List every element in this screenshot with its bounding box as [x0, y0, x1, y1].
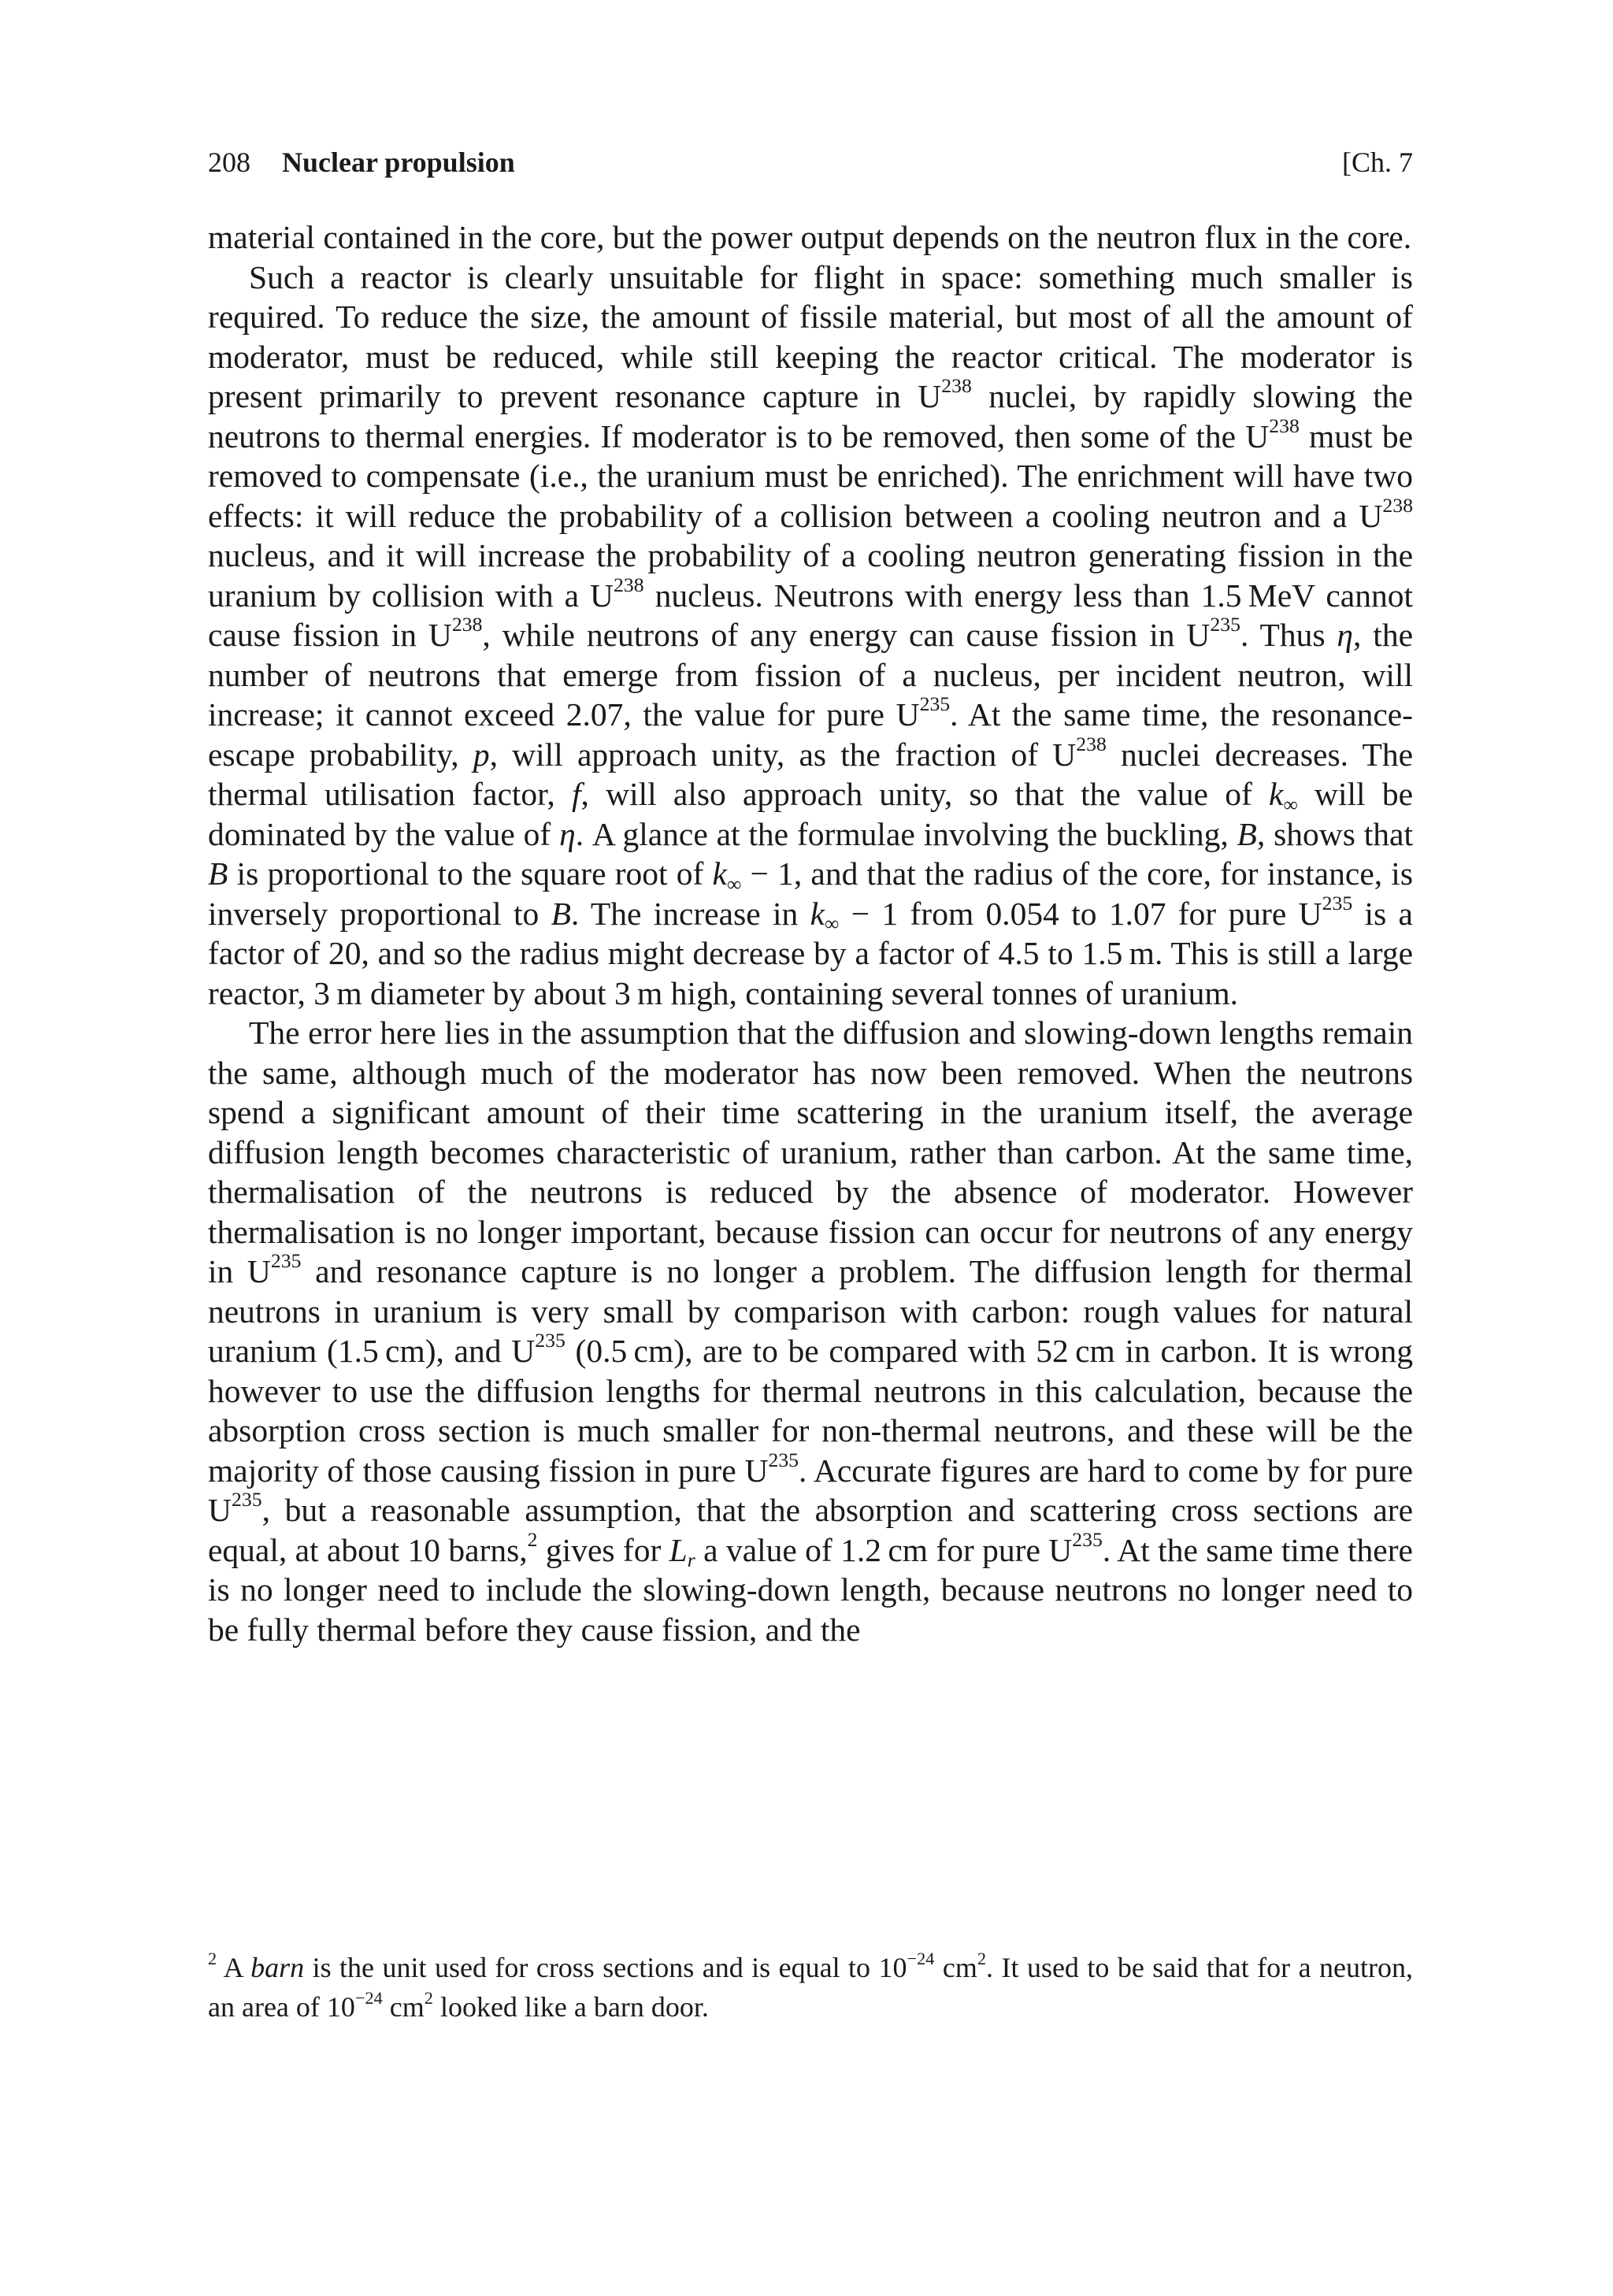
math-subscript: r — [687, 1549, 695, 1572]
footnote-number: 2 — [208, 1948, 217, 1968]
math-symbol: B — [208, 855, 228, 892]
text-run: , will approach unity, as the fraction of U — [489, 736, 1077, 773]
text-run: . Thus — [1240, 617, 1337, 653]
paragraph-3 — [208, 1013, 1413, 1649]
exponent: −24 — [354, 1987, 383, 2008]
text-run: . The increase in — [570, 895, 810, 932]
text-run: , will also approach unity, so that the value of — [580, 776, 1270, 812]
text-run: material contained in the core, but the power output depends on the neutron flux in the core. — [208, 219, 1412, 255]
text-run: − 1 from 0.054 to 1.07 for pure U — [839, 895, 1322, 932]
text-run: gives for — [537, 1531, 669, 1568]
isotope-superscript: 238 — [1269, 414, 1300, 437]
math-symbol: B — [551, 895, 571, 932]
text-run: A — [217, 1952, 251, 1983]
paragraph-1 — [208, 217, 1413, 258]
text-run: The error here lies in the assumption that the diffusion and slowing-down lengths remain the same, although much of the moderator has now been removed. When the neutrons spend a significant amount of their time scattering in the uranium itself, the average diffusion length becomes characteristic of uranium, rather than carbon. At the same time, thermalisation of the neutrons is reduced by the absence of moderator. However thermalisation is no longer important, because fission can occur for neutrons of any energy in U — [208, 1014, 1413, 1289]
footnotes — [208, 1948, 1413, 2027]
chapter-reference: [Ch. 7 — [1342, 147, 1413, 178]
math-symbol: L — [669, 1531, 688, 1568]
text-run: a value of 1.2 cm for pure U — [695, 1531, 1073, 1568]
text-run: nucleus. Neutrons with energy less than 1.5 MeV cannot cause fission in U — [208, 577, 1413, 653]
running-header — [208, 143, 1413, 181]
text-run: must be removed to compensate (i.e., the uranium must be enriched). The enrichment will have two effects: it will reduce the probability of a collision between a cooling neutron and a U — [208, 417, 1413, 534]
text-run: , while neutrons of any energy can cause fission in U — [482, 617, 1211, 653]
isotope-superscript: 238 — [941, 374, 972, 398]
math-symbol: k — [810, 895, 825, 932]
math-symbol: k — [712, 855, 727, 892]
text-run: looked like a barn door. — [432, 1991, 709, 2023]
text-run: . It used to be said that for a neutron, an area of 10 — [208, 1952, 1414, 2023]
text-run: nuclei, by rapidly slowing the neutrons to thermal energies. If moderator is to be removed, then some of the U — [208, 378, 1413, 454]
isotope-superscript: 235 — [535, 1329, 565, 1352]
text-run: (0.5 cm), are to be compared with 52 cm in carbon. It is wrong however to use the diffusion lengths for thermal neutrons in this calculation, because the absorption cross section is much smaller for non-thermal neutrons, and these will be the majority of those causing fission in pure U — [208, 1333, 1413, 1489]
exponent: 2 — [977, 1948, 987, 1968]
page-number: 208 — [208, 147, 250, 178]
isotope-superscript: 235 — [919, 692, 951, 716]
text-run: . Accurate figures are hard to come by for pure U — [208, 1452, 1413, 1528]
math-symbol: k — [1269, 776, 1284, 812]
text-run: − 1, and that the radius of the core, for instance, is inversely proportional to — [208, 855, 1413, 932]
math-symbol: p — [473, 736, 490, 773]
text-run: . At the same time, the resonance-escape probability, — [208, 696, 1413, 773]
isotope-superscript: 238 — [451, 613, 483, 636]
exponent: 2 — [424, 1987, 433, 2008]
text-run: is the unit used for cross sections and is equal to 10 — [304, 1952, 907, 1983]
text-run: Such a reactor is clearly unsuitable for flight in space: something much smaller is required. To reduce the size, the amount of fissile material, but most of all the amount of moderator, must be reduced, while still keeping the reactor critical. The moderator is present primarily to prevent resonance capture in U — [208, 258, 1413, 414]
math-symbol: η — [1337, 617, 1353, 653]
text-run: nuclei decreases. The thermal utilisation factor, — [208, 736, 1413, 812]
text-run: nucleus, and it will increase the probability of a cooling neutron generating fission in the uranium by collision with a U — [208, 537, 1413, 614]
exponent: −24 — [907, 1948, 935, 1968]
isotope-superscript: 235 — [768, 1448, 799, 1471]
footnote-marker: 2 — [527, 1527, 538, 1551]
footnote-2 — [208, 1948, 1413, 2027]
isotope-superscript: 235 — [1210, 613, 1240, 636]
isotope-superscript: 235 — [1322, 891, 1353, 914]
text-run: cm — [382, 1991, 425, 2023]
text-run: . At the same time there is no longer need to include the slowing-down length, because neutrons no longer need to be fully thermal before they cause fission, and the — [208, 1531, 1413, 1648]
body-text — [208, 217, 1413, 1649]
isotope-superscript: 235 — [231, 1488, 262, 1512]
isotope-superscript: 238 — [614, 573, 644, 596]
math-symbol: η — [559, 815, 576, 852]
text-run: , shows that — [1256, 815, 1413, 852]
isotope-superscript: 238 — [1382, 493, 1413, 517]
math-subscript: ∞ — [726, 872, 742, 896]
text-run: . A glance at the formulae involving the buckling, — [575, 815, 1237, 852]
math-subscript: ∞ — [825, 912, 840, 936]
isotope-superscript: 238 — [1076, 732, 1107, 755]
text-run: cm — [934, 1952, 977, 1983]
text-run: will be dominated by the value of — [208, 776, 1413, 852]
math-subscript: ∞ — [1283, 792, 1298, 816]
math-symbol: B — [1237, 815, 1257, 852]
text-run: is a factor of 20, and so the radius might decrease by a factor of 4.5 to 1.5 m. This is still a large reactor, 3 m diameter by about 3 m high, containing several tonnes of uranium. — [208, 895, 1413, 1011]
paragraph-2 — [208, 258, 1413, 1014]
text-run: , the number of neutrons that emerge from fission of a nucleus, per incident neutron, will increase; it cannot exceed 2.07, the value for pure U — [208, 617, 1413, 733]
text-run: is proportional to the square root of — [228, 855, 713, 892]
isotope-superscript: 235 — [270, 1249, 302, 1273]
math-symbol: f — [571, 776, 581, 812]
text-run: and resonance capture is no longer a problem. The diffusion length for thermal neutrons in uranium is very small by comparison with carbon: rough values for natural uranium (1.5 cm), and U — [208, 1253, 1414, 1369]
emphasis-term: barn — [250, 1952, 305, 1983]
running-title: Nuclear propulsion — [282, 147, 515, 178]
isotope-superscript: 235 — [1072, 1527, 1103, 1551]
text-run: , but a reasonable assumption, that the absorption and scattering cross sections are equal, at about 10 barns, — [208, 1492, 1413, 1568]
